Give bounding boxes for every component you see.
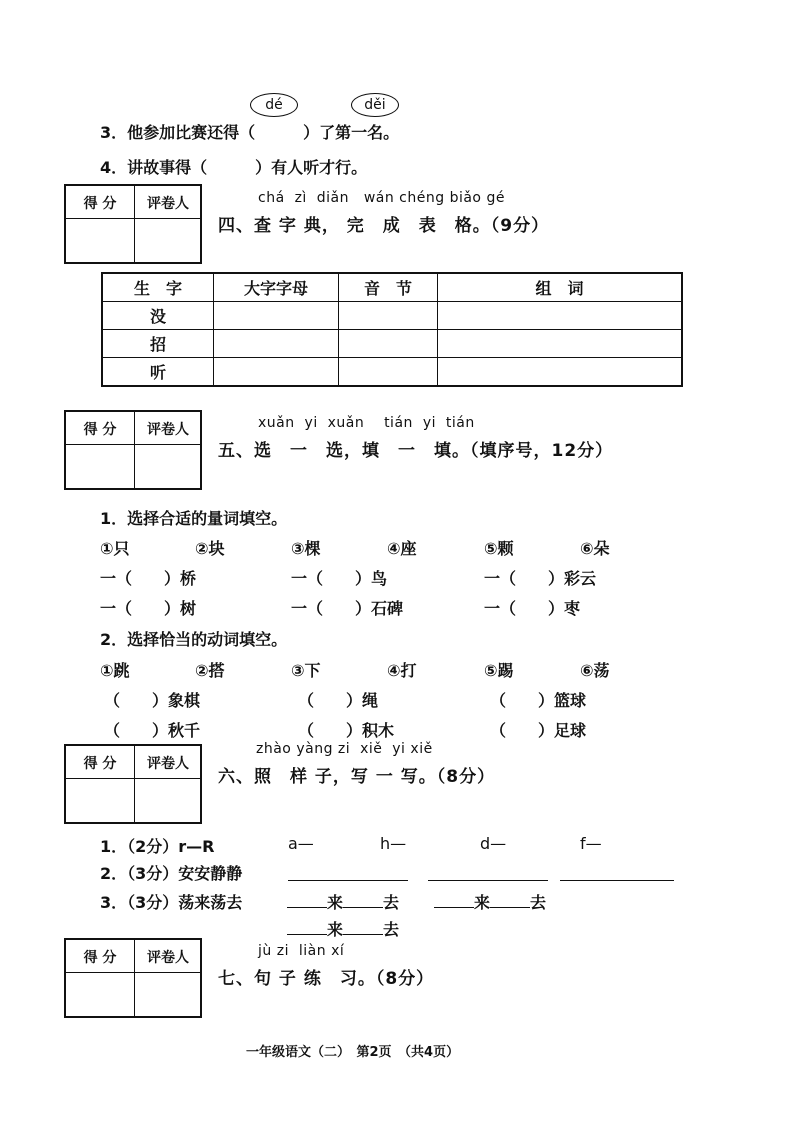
- pattern-item[interactable]: 来 去: [434, 890, 546, 913]
- pinyin-oval-de: dé: [250, 93, 298, 117]
- q1-option: ①只: [100, 539, 130, 558]
- section5-q2-label: 2．选择恰当的动词填空。: [100, 630, 288, 649]
- grader-label: 评卷人: [147, 196, 189, 212]
- section6-q1-label: 1．（2分）r—R: [100, 837, 215, 856]
- score-box-5: [64, 410, 202, 490]
- q1-blank-item[interactable]: 一（ ）鸟: [291, 569, 388, 588]
- q1-blank-item[interactable]: 一（ ）树: [100, 599, 197, 618]
- q2-blank-item[interactable]: （ ）足球: [490, 721, 587, 740]
- q1-letter[interactable]: h—: [380, 834, 407, 853]
- score-box-6: [64, 744, 202, 824]
- q2-option: ①跳: [100, 661, 130, 680]
- table-cell-char: 听: [102, 358, 214, 387]
- table-header: 组 词: [438, 273, 683, 302]
- section6-title: 六、照 样 子，写 一 写。（8分）: [218, 767, 496, 787]
- page-footer: 一年级语文（二） 第2页 （共4页）: [246, 1045, 460, 1060]
- q2-option: ⑤踢: [484, 661, 514, 680]
- q2-option: ②搭: [195, 661, 225, 680]
- q1-letter[interactable]: f—: [580, 834, 602, 853]
- answer-line[interactable]: [428, 880, 548, 881]
- table-cell[interactable]: [214, 302, 339, 330]
- q1-letter[interactable]: a—: [288, 834, 314, 853]
- score-label: 得 分: [83, 422, 117, 438]
- question-4: 4．讲故事得（ ）有人听才行。: [100, 158, 368, 177]
- q1-option: ②块: [195, 539, 225, 558]
- q1-option: ⑤颗: [484, 539, 514, 558]
- score-box-4: [64, 184, 202, 264]
- grader-label: 评卷人: [147, 756, 189, 772]
- q2-option: ④打: [387, 661, 417, 680]
- pattern-item[interactable]: 来 去: [287, 890, 399, 913]
- table-cell[interactable]: [214, 358, 339, 387]
- section5-pinyin: xuǎn yi xuǎn tián yi tián: [258, 415, 475, 431]
- score-label: 得 分: [83, 196, 117, 212]
- q1-letter[interactable]: d—: [480, 834, 507, 853]
- q2-blank-item[interactable]: （ ）象棋: [104, 691, 201, 710]
- pinyin-oval-dei: děi: [351, 93, 399, 117]
- answer-line[interactable]: [288, 880, 408, 881]
- score-label: 得 分: [83, 756, 117, 772]
- q2-option: ⑥荡: [580, 661, 610, 680]
- table-cell[interactable]: [214, 330, 339, 358]
- q2-blank-item[interactable]: （ ）篮球: [490, 691, 587, 710]
- score-label: 得 分: [83, 950, 117, 966]
- score-box-7: [64, 938, 202, 1018]
- q2-option: ③下: [291, 661, 321, 680]
- section6-pinyin: zhào yàng zi xiě yi xiě: [256, 741, 433, 757]
- q1-option: ⑥朵: [580, 539, 610, 558]
- q1-blank-item[interactable]: 一（ ）石碑: [291, 599, 404, 618]
- grader-label: 评卷人: [147, 422, 189, 438]
- table-cell[interactable]: [438, 330, 683, 358]
- table-cell-char: 没: [102, 302, 214, 330]
- question-3: 3．他参加比赛还得（ ）了第一名。: [100, 123, 400, 142]
- section4-pinyin: chá zì diǎn wán chéng biǎo gé: [258, 190, 505, 206]
- table-cell[interactable]: [438, 302, 683, 330]
- char-table: [101, 272, 683, 387]
- section7-pinyin: jù zi liàn xí: [258, 943, 345, 959]
- table-cell[interactable]: [339, 302, 438, 330]
- q1-option: ④座: [387, 539, 417, 558]
- section4-title: 四、查 字 典， 完 成 表 格。（9分）: [218, 216, 550, 236]
- q2-blank-item[interactable]: （ ）秋千: [104, 721, 201, 740]
- section7-title: 七、句 子 练 习。（8分）: [218, 969, 435, 989]
- table-header: 生 字: [102, 273, 214, 302]
- q1-option: ③棵: [291, 539, 321, 558]
- q2-blank-item[interactable]: （ ）绳: [298, 691, 379, 710]
- section6-q3-label: 3．（3分）荡来荡去: [100, 893, 243, 912]
- answer-line[interactable]: [560, 880, 674, 881]
- section6-q2-label: 2．（3分）安安静静: [100, 864, 243, 883]
- grader-label: 评卷人: [147, 950, 189, 966]
- table-header: 音 节: [339, 273, 438, 302]
- section5-q1-label: 1．选择合适的量词填空。: [100, 509, 288, 528]
- q1-blank-item[interactable]: 一（ ）桥: [100, 569, 197, 588]
- table-cell[interactable]: [339, 358, 438, 387]
- table-cell-char: 招: [102, 330, 214, 358]
- table-cell[interactable]: [438, 358, 683, 387]
- q1-blank-item[interactable]: 一（ ）枣: [484, 599, 581, 618]
- table-header: 大字字母: [214, 273, 339, 302]
- section5-title: 五、选 一 选，填 一 填。（填序号，12分）: [218, 441, 614, 461]
- table-cell[interactable]: [339, 330, 438, 358]
- pattern-item[interactable]: 来 去: [287, 917, 399, 940]
- q1-blank-item[interactable]: 一（ ）彩云: [484, 569, 597, 588]
- q2-blank-item[interactable]: （ ）积木: [298, 721, 395, 740]
